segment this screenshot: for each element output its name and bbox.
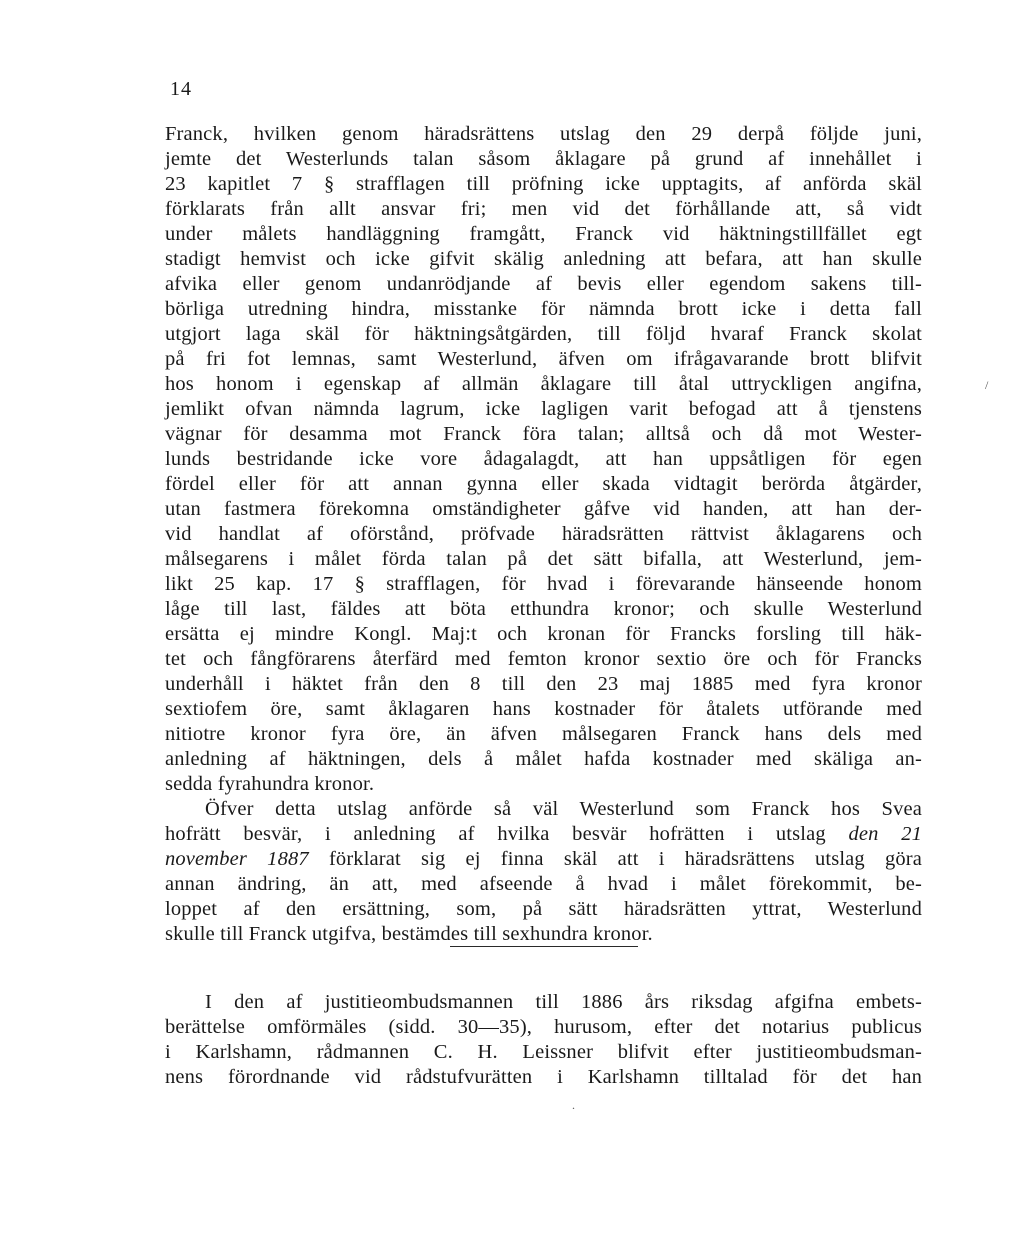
text-line: likt 25 kap. 17 § strafflagen, för hvad i förevarande hänseende honom bbox=[165, 573, 922, 595]
text-line: vägnar för desamma mot Franck föra talan; alltså och då mot Wester- bbox=[165, 423, 922, 445]
main-text bbox=[165, 122, 922, 947]
text-line: hos honom i egenskap af allmän åklagare till åtal uttryckligen angifna, bbox=[165, 373, 922, 395]
text-line: fördel eller för att annan gynna eller skada vidtagit berörda åtgärder, bbox=[165, 473, 922, 495]
text-line: sextiofem öre, samt åklagaren hans kostnader för åtalets utförande med bbox=[165, 698, 922, 720]
text-line: skulle till Franck utgifva, bestämdes till sexhundra kronor. bbox=[165, 923, 653, 945]
text-line: i Karlshamn, rådmannen C. H. Leissner blifvit efter justitieombudsman- bbox=[165, 1041, 922, 1063]
text-line: lunds bestridande icke vore ådagalagdt, att han uppsåtligen för egen bbox=[165, 448, 922, 470]
paragraph-start-line: I den af justitieombudsmannen till 1886 års riksdag afgifna embets- bbox=[205, 991, 922, 1013]
text-line: underhåll i häktet från den 8 till den 23 maj 1885 med fyra kronor bbox=[165, 673, 922, 695]
text-line bbox=[165, 822, 922, 847]
text-line: stadigt hemvist och icke gifvit skälig anledning att befara, att han skulle bbox=[165, 248, 922, 270]
text-line: 23 kapitlet 7 § strafflagen till pröfning icke upptagits, af anförda skäl bbox=[165, 173, 922, 195]
text-line: målsegarens i målet förda talan på det sätt bifalla, att Westerlund, jem- bbox=[165, 548, 922, 570]
text-line: anledning af häktningen, dels å målet hafda kostnader med skäliga an- bbox=[165, 748, 922, 770]
margin-mark: / bbox=[985, 378, 989, 392]
date-text: november 1887 bbox=[165, 848, 309, 870]
text-line: nens förordnande vid rådstufvurätten i Karlshamn tilltalad för det han bbox=[165, 1066, 922, 1088]
section-text bbox=[165, 990, 922, 1090]
text-line bbox=[165, 847, 922, 872]
text-line: utgjort laga skäl för häktningsåtgärden, till följd hvaraf Franck skolat bbox=[165, 323, 922, 345]
speck-mark: . bbox=[572, 1098, 575, 1112]
text-line: vid handlat af oförstånd, pröfvade häradsrätten rättvist åklagarens och bbox=[165, 523, 922, 545]
text-line: jemlikt ofvan nämnda lagrum, icke lagligen varit befogad att å tjenstens bbox=[165, 398, 922, 420]
text-line: nitiotre kronor fyra öre, än äfven målsegaren Franck hans dels med bbox=[165, 723, 922, 745]
text-line: loppet af den ersättning, som, på sätt häradsrätten yttrat, Westerlund bbox=[165, 898, 922, 920]
text-line: tet och fångförarens återfärd med femton kronor sextio öre och för Francks bbox=[165, 648, 922, 670]
page-number: 14 bbox=[170, 78, 192, 100]
text-line: ersätta ej mindre Kongl. Maj:t och kronan för Francks forsling till häk- bbox=[165, 623, 922, 645]
text-line: afvika eller genom undanrödjande af bevis eller egendom sakens till- bbox=[165, 273, 922, 295]
text-line: börliga utredning hindra, misstanke för nämnda brott icke i detta fall bbox=[165, 298, 922, 320]
text-line: under målets handläggning framgått, Franck vid häktningstillfället egt bbox=[165, 223, 922, 245]
text-line: jemte det Westerlunds talan såsom åklagare på grund af innehållet i bbox=[165, 148, 922, 170]
paragraph-start-line: Öfver detta utslag anförde så väl Westerlund som Franck hos Svea bbox=[205, 798, 922, 820]
text-line: Franck, hvilken genom häradsrättens utslag den 29 derpå följde juni, bbox=[165, 123, 922, 145]
date-text: den 21 bbox=[848, 823, 922, 845]
text-line: sedda fyrahundra kronor. bbox=[165, 773, 375, 795]
text-line: förklarats från allt ansvar fri; men vid det förhållande att, så vidt bbox=[165, 198, 922, 220]
text-line: låge till last, fäldes att böta etthundra kronor; och skulle Westerlund bbox=[165, 598, 922, 620]
text-run: hofrätt besvär, i anledning af hvilka besvär hofrätten i utslag bbox=[165, 823, 826, 845]
section-divider bbox=[450, 946, 638, 947]
text-line: utan fastmera förekomna omständigheter gåfve vid handen, att han der- bbox=[165, 498, 922, 520]
text-line: på fri fot lemnas, samt Westerlund, äfven om ifrågavarande brott blifvit bbox=[165, 348, 922, 370]
text-line: annan ändring, än att, med afseende å hvad i målet förekommit, be- bbox=[165, 873, 922, 895]
text-line: berättelse omförmäles (sidd. 30—35), hurusom, efter det notarius publicus bbox=[165, 1016, 922, 1038]
text-run: förklarat sig ej finna skäl att i häradsrättens utslag göra bbox=[328, 848, 922, 870]
